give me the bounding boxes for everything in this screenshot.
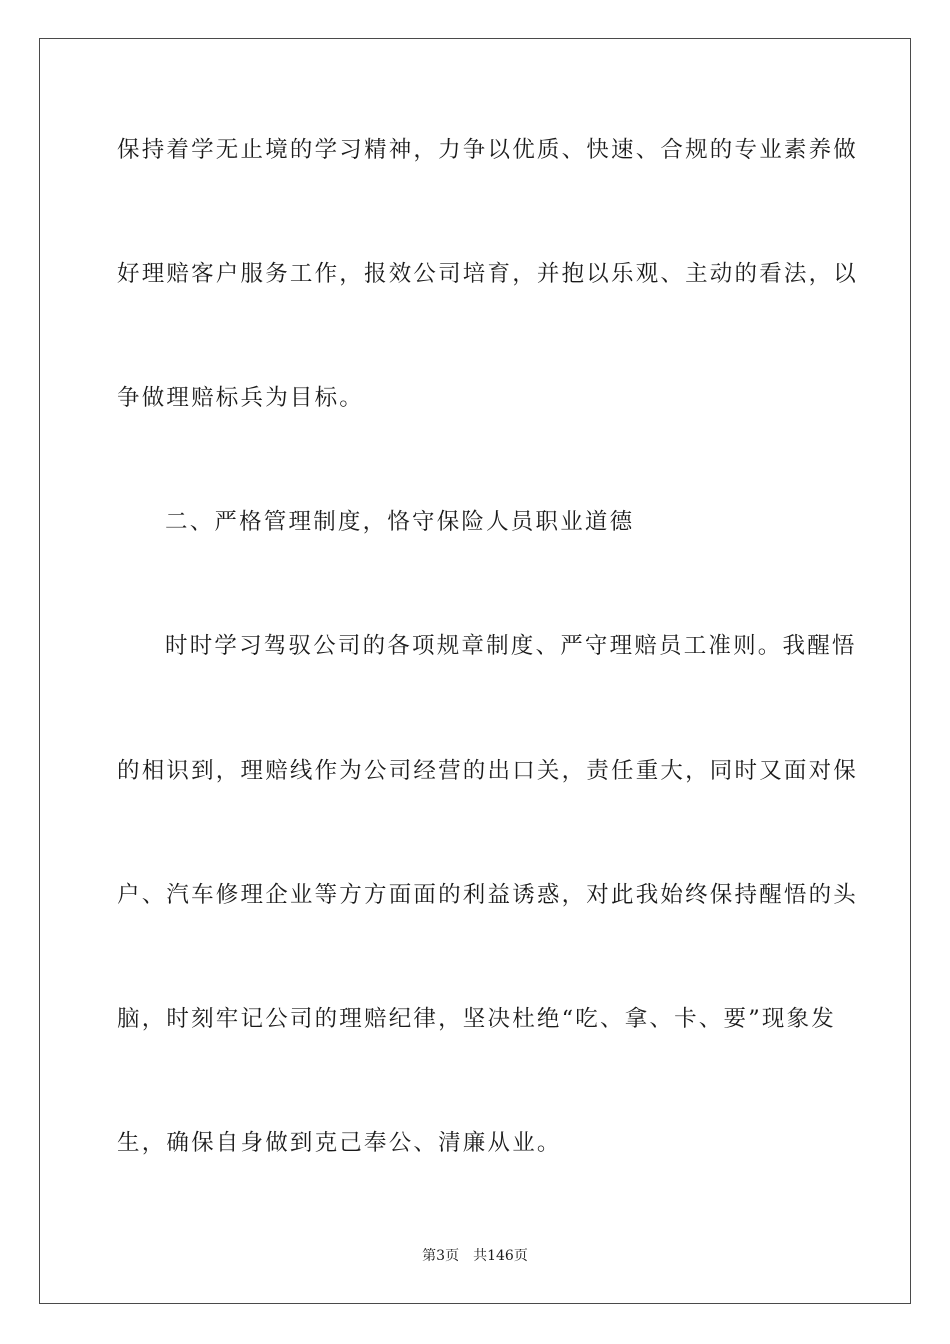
paragraph-line: 户、汽车修理企业等方方面面的利益诱惑，对此我始终保持醒悟的头 — [117, 882, 859, 908]
paragraph-line: 好理赔客户服务工作，报效公司培育，并抱以乐观、主动的看法，以 — [117, 261, 859, 287]
page-border — [39, 38, 911, 1304]
paragraph-line: 争做理赔标兵为目标。 — [117, 385, 365, 411]
page-footer — [0, 1246, 950, 1266]
section-heading: 二、严格管理制度，恪守保险人员职业道德 — [165, 509, 635, 535]
page-total: 共146页 — [473, 1248, 528, 1264]
paragraph-line: 时时学习驾驭公司的各项规章制度、严守理赔员工准则。我醒悟 — [165, 633, 857, 659]
paragraph-line: 的相识到，理赔线作为公司经营的出口关，责任重大，同时又面对保 — [117, 758, 859, 784]
page-number: 第3页 — [422, 1248, 460, 1264]
paragraph-line: 保持着学无止境的学习精神，力争以优质、快速、合规的专业素养做 — [117, 137, 859, 163]
paragraph-line: 生，确保自身做到克己奉公、清廉从业。 — [117, 1130, 562, 1156]
paragraph-line: 脑，时刻牢记公司的理赔纪律，坚决杜绝“吃、拿、卡、要”现象发 — [117, 1006, 837, 1032]
